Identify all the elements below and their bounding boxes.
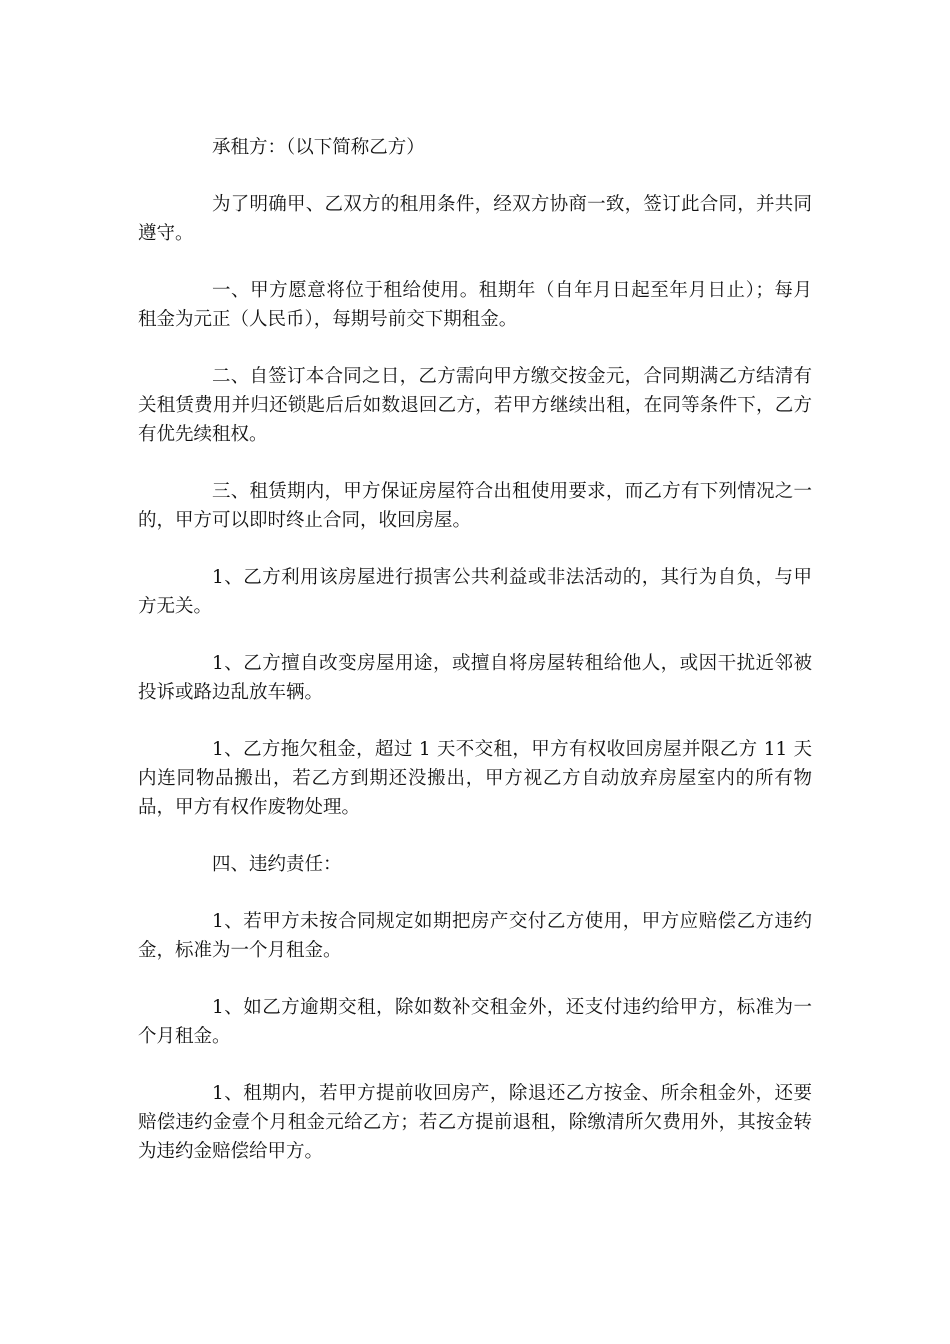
paragraph-clause-3: 三、租赁期内，甲方保证房屋符合出租使用要求，而乙方有下列情况之一的，甲方可以即时终止合同，收回房屋。 [138,481,812,531]
paragraph-clause-3-item-c: 1、乙方拖欠租金，超过 1 天不交租，甲方有权收回房屋并限乙方 11 天内连同物品搬出，若乙方到期还没搬出，甲方视乙方自动放弃房屋室内的所有物品，甲方有权作废物处理。 [138,739,812,818]
paragraph-preamble: 为了明确甲、乙双方的租用条件，经双方协商一致，签订此合同，并共同遵守。 [138,194,812,244]
paragraph-clause-4-heading: 四、违约责任： [212,854,342,875]
paragraph-clause-4-item-a: 1、若甲方未按合同规定如期把房产交付乙方使用，甲方应赔偿乙方违约金，标准为一个月租金。 [138,911,812,961]
paragraph-lessee: 承租方：（以下简称乙方） [212,137,425,158]
paragraph-clause-3-item-b: 1、乙方擅自改变房屋用途，或擅自将房屋转租给他人，或因干扰近邻被投诉或路边乱放车辆。 [138,653,812,703]
document-body [138,133,812,1194]
paragraph-clause-4-item-b: 1、如乙方逾期交租，除如数补交租金外，还支付违约给甲方，标准为一个月租金。 [138,997,812,1047]
paragraph-clause-4-item-c: 1、租期内，若甲方提前收回房产，除退还乙方按金、所余租金外，还要赔偿违约金壹个月租金元给乙方；若乙方提前退租，除缴清所欠费用外，其按金转为违约金赔偿给甲方。 [138,1083,812,1162]
paragraph-clause-2: 二、自签订本合同之日，乙方需向甲方缴交按金元，合同期满乙方结清有关租赁费用并归还锁匙后后如数退回乙方，若甲方继续出租，在同等条件下，乙方有优先续租权。 [138,366,812,445]
paragraph-clause-1: 一、甲方愿意将位于租给使用。租期年（自年月日起至年月日止）；每月租金为元正（人民币），每期号前交下期租金。 [138,280,812,330]
paragraph-clause-3-item-a: 1、乙方利用该房屋进行损害公共利益或非法活动的，其行为自负，与甲方无关。 [138,567,812,617]
